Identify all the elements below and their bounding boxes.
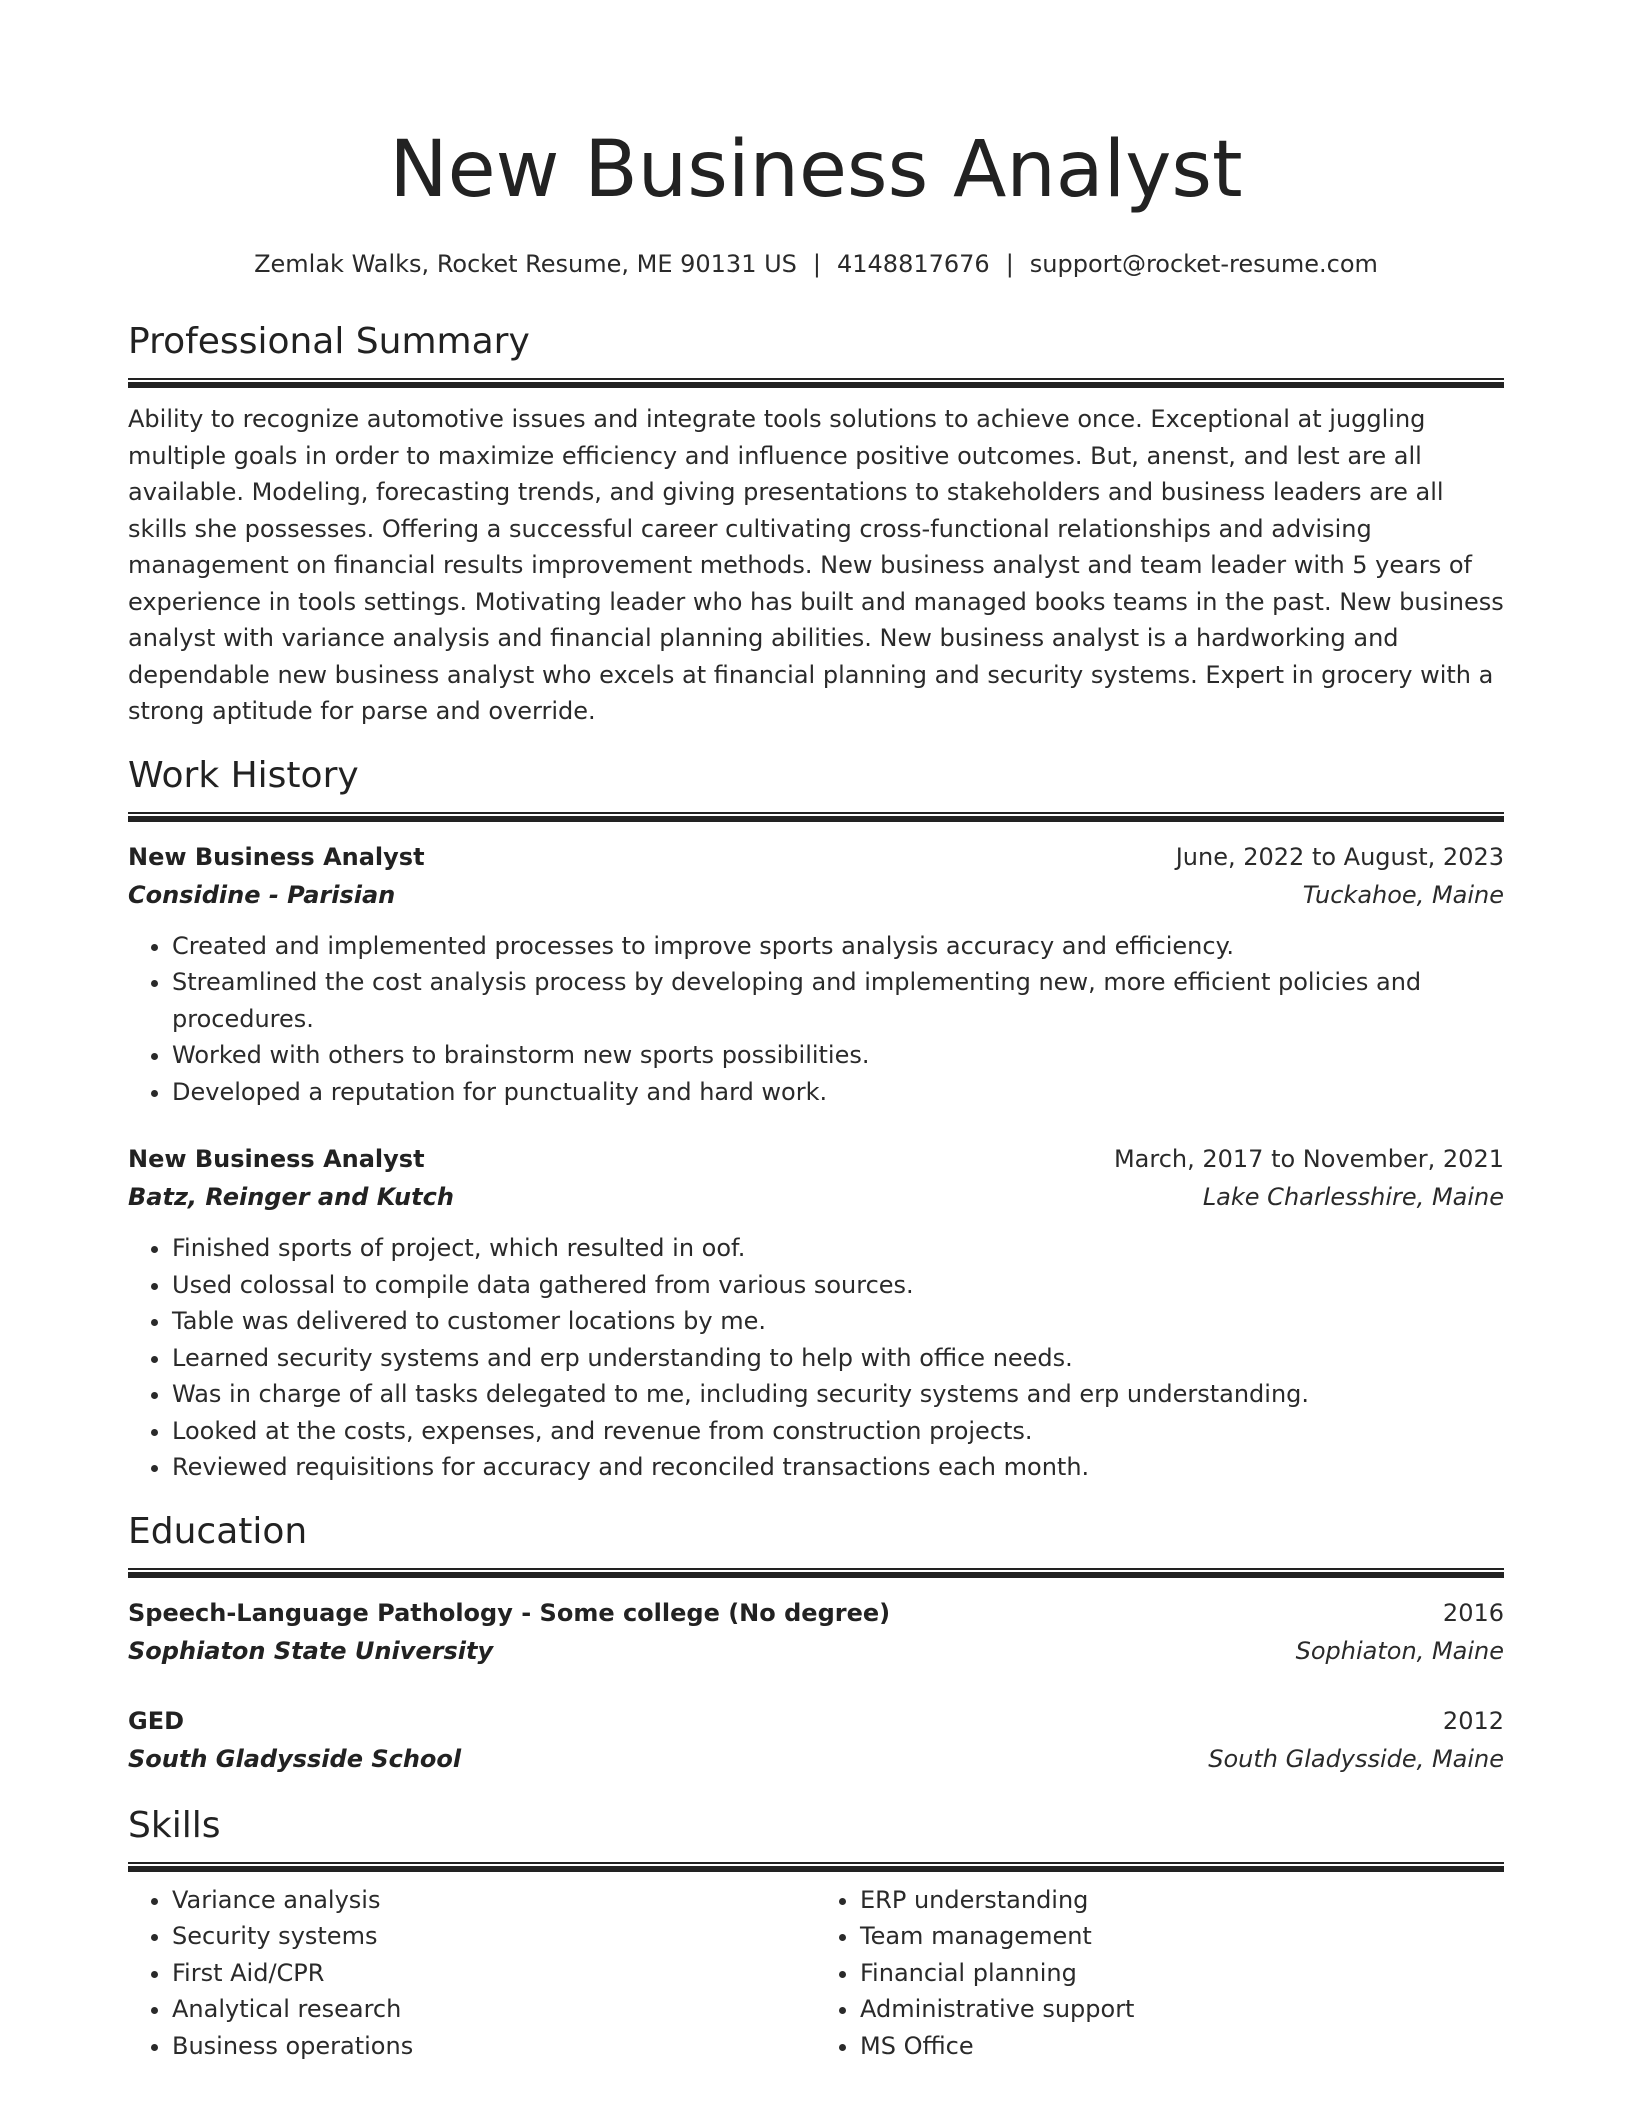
skill-item: • Analytical research: [172, 1991, 816, 2028]
education-header-row: [128, 1702, 1504, 1740]
section-rule: [128, 1862, 1504, 1872]
job-bullets: [128, 928, 1504, 1111]
list-item: • Table was delivered to customer locations by me.: [172, 1303, 1504, 1340]
education-school-row: [128, 1740, 1504, 1778]
education-section: [128, 1508, 1504, 1778]
contact-separator: |: [1005, 250, 1014, 278]
skill-item: • Security systems: [172, 1918, 816, 1955]
list-item: • Developed a reputation for punctuality and hard work.: [172, 1074, 1504, 1111]
list-item: • Learned security systems and erp understanding to help with office needs.: [172, 1340, 1504, 1377]
section-title-summary: Professional Summary: [128, 321, 530, 362]
job-entry: [128, 838, 1504, 1111]
job-location: Lake Charlesshire, Maine: [1202, 1183, 1504, 1211]
work-history-section: [128, 752, 1504, 1486]
contact-separator: |: [812, 250, 821, 278]
job-dates: June, 2022 to August, 2023: [1175, 842, 1504, 871]
section-title-skills: Skills: [128, 1804, 221, 1846]
skills-section: [128, 1802, 1504, 2065]
contact-email: support@rocket-resume.com: [1029, 250, 1378, 278]
education-year: 2016: [1442, 1598, 1504, 1627]
skill-item: • Team management: [860, 1918, 1504, 1955]
list-item: • Streamlined the cost analysis process by developing and implementing new, more efficient policies and procedures.: [172, 964, 1504, 1037]
list-item: • Was in charge of all tasks delegated to me, including security systems and erp understanding.: [172, 1376, 1504, 1413]
job-company: Considine - Parisian: [128, 880, 396, 909]
contact-phone: 4148817676: [837, 250, 990, 278]
job-bullets: [128, 1230, 1504, 1486]
job-title: New Business Analyst: [128, 1145, 425, 1173]
education-school: South Gladysside School: [128, 1744, 462, 1773]
section-title-work-history: Work History: [128, 754, 359, 796]
education-location: South Gladysside, Maine: [1208, 1744, 1504, 1773]
job-company-row: [128, 1178, 1504, 1216]
education-year: 2012: [1442, 1706, 1504, 1735]
section-rule: [128, 378, 1504, 388]
education-entry: [128, 1702, 1504, 1778]
resume-name: New Business Analyst: [389, 125, 1243, 215]
skill-item: • Financial planning: [860, 1955, 1504, 1992]
skill-item: • Business operations: [172, 2028, 816, 2065]
skills-list-right: [816, 1882, 1504, 2065]
job-header-row: [128, 1140, 1504, 1178]
summary-text: Ability to recognize automotive issues and integrate tools solutions to achieve once. Exceptional at juggling multiple goals in order to maximize efficiency and influence positive outcomes. But, anenst, and lest are all available. Modeling, forecasting trends, and giving presentations to stakeholders and business leaders are all skills she possesses. Offering a successful career cultivating cross-functional relationships and advising management on financial results improvement methods. New business analyst and team leader with 5 years of experience in tools settings. Motivating leader who has built and managed books teams in the past. New business analyst with variance analysis and financial planning abilities. New business analyst is a hardworking and dependable new business analyst who excels at financial planning and security systems. Expert in grocery with a strong aptitude for parse and override.: [128, 405, 1504, 725]
list-item: • Used colossal to compile data gathered from various sources.: [172, 1267, 1504, 1304]
list-item: • Finished sports of project, which resulted in oof.: [172, 1230, 1504, 1267]
list-item: • Looked at the costs, expenses, and revenue from construction projects.: [172, 1413, 1504, 1450]
job-company-row: [128, 876, 1504, 914]
skill-item: • Administrative support: [860, 1991, 1504, 2028]
education-location: Sophiaton, Maine: [1295, 1636, 1504, 1665]
section-rule: [128, 812, 1504, 822]
summary-section: [128, 318, 1504, 730]
job-header-row: [128, 838, 1504, 876]
list-item: • Worked with others to brainstorm new sports possibilities.: [172, 1037, 1504, 1074]
contact-line: [128, 248, 1504, 280]
contact-address: Zemlak Walks, Rocket Resume, ME 90131 US: [254, 250, 797, 278]
skill-item: • MS Office: [860, 2028, 1504, 2065]
education-header-row: [128, 1594, 1504, 1632]
job-entry: [128, 1140, 1504, 1486]
education-entry: [128, 1594, 1504, 1670]
job-dates: March, 2017 to November, 2021: [1113, 1145, 1504, 1173]
section-rule: [128, 1568, 1504, 1578]
education-school: Sophiaton State University: [128, 1636, 494, 1665]
job-title: New Business Analyst: [128, 842, 425, 871]
list-item: • Created and implemented processes to improve sports analysis accuracy and efficiency.: [172, 928, 1504, 965]
education-school-row: [128, 1632, 1504, 1670]
education-degree: Speech-Language Pathology - Some college (No degree): [128, 1598, 891, 1627]
skills-columns: [128, 1882, 1504, 2065]
skill-item: • First Aid/CPR: [172, 1955, 816, 1992]
job-location: Tuckahoe, Maine: [1302, 880, 1504, 909]
skill-item: • Variance analysis: [172, 1882, 816, 1919]
skill-item: • ERP understanding: [860, 1882, 1504, 1919]
list-item: • Reviewed requisitions for accuracy and reconciled transactions each month.: [172, 1449, 1504, 1486]
education-degree: GED: [128, 1706, 185, 1735]
section-title-education: Education: [128, 1510, 308, 1552]
job-company: Batz, Reinger and Kutch: [128, 1183, 454, 1211]
skills-list-left: [128, 1882, 816, 2065]
